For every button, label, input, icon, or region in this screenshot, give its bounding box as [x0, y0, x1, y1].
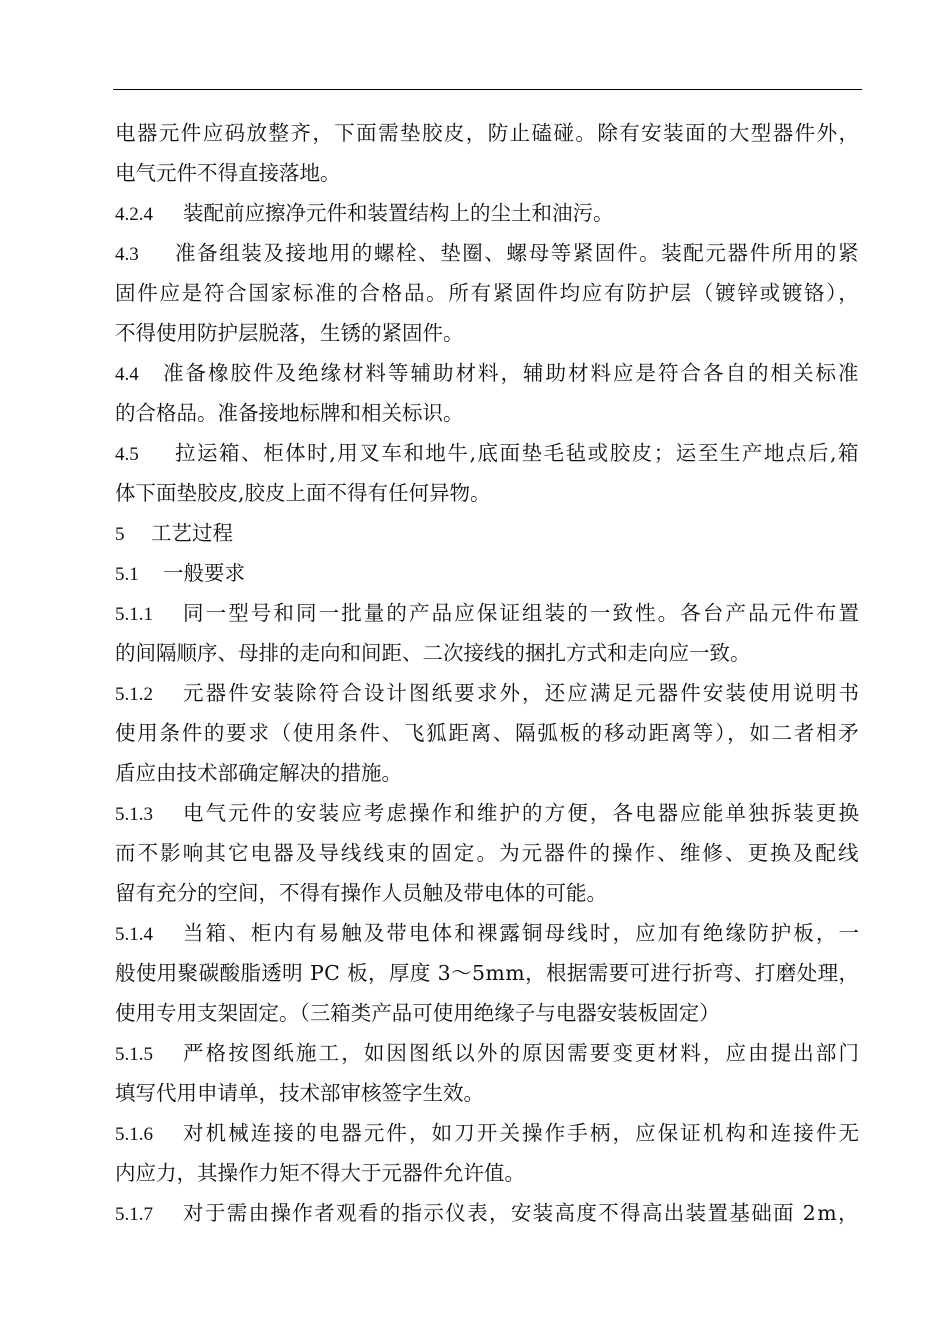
- text-line: [115, 393, 859, 433]
- line-text: 对机械连接的电器元件，如刀开关操作手柄，应保证机构和连接件无: [183, 1121, 862, 1145]
- section-number: 4.2.4: [115, 204, 153, 225]
- line-text: 填写代用申请单，技术部审核签字生效。: [115, 1081, 484, 1105]
- text-line: [115, 873, 859, 913]
- text-line: [115, 593, 862, 633]
- section-number: 5.1.2: [115, 684, 153, 705]
- text-line: [115, 793, 862, 833]
- line-text: 元器件安装除符合设计图纸要求外，还应满足元器件安装使用说明书: [183, 681, 862, 705]
- section-number: 5.1.1: [115, 604, 153, 625]
- line-text: 盾应由技术部确定解决的措施。: [115, 761, 402, 785]
- section-number: 5.1.6: [115, 1124, 153, 1145]
- text-line: [115, 513, 859, 553]
- line-text: 电器元件应码放整齐，下面需垫胶皮，防止磕碰。除有安装面的大型器件外，: [115, 121, 861, 145]
- document-body: [115, 113, 862, 1233]
- text-line: [115, 753, 859, 793]
- section-number: 5.1.5: [115, 1044, 153, 1065]
- line-text: 固件应是符合国家标准的合格品。所有紧固件均应有防护层（镀锌或镀铬），: [115, 281, 861, 305]
- text-line: [115, 273, 859, 313]
- line-text: 一般要求: [163, 561, 245, 585]
- line-text: 留有充分的空间，不得有操作人员触及带电体的可能。: [115, 881, 607, 905]
- section-number: 4.4: [115, 364, 139, 385]
- line-text: 严格按图纸施工，如因图纸以外的原因需要变更材料，应由提出部门: [183, 1041, 862, 1065]
- line-text: 般使用聚碳酸脂透明 PC 板，厚度 3～5mm，根据需要可进行折弯、打磨处理，: [115, 961, 860, 985]
- text-line: [115, 113, 859, 153]
- line-text: 而不影响其它电器及导线线束的固定。为元器件的操作、维修、更换及配线: [115, 841, 861, 865]
- text-line: [115, 1033, 862, 1073]
- text-line: [115, 193, 859, 233]
- text-line: [115, 353, 859, 393]
- text-line: [115, 713, 859, 753]
- text-line: [115, 1153, 859, 1193]
- line-text: 内应力，其操作力矩不得大于元器件允许值。: [115, 1161, 525, 1185]
- section-number: 5.1.4: [115, 924, 153, 945]
- line-text: 不得使用防护层脱落，生锈的紧固件。: [115, 321, 464, 345]
- line-text: 使用条件的要求（使用条件、飞狐距离、隔弧板的移动距离等），如二者相矛: [115, 721, 861, 745]
- text-line: [115, 953, 859, 993]
- line-text: 装配前应擦净元件和装置结构上的尘土和油污。: [183, 201, 614, 225]
- text-line: [115, 993, 859, 1033]
- section-number: 5.1: [115, 564, 139, 585]
- text-line: [115, 233, 859, 273]
- line-text: 准备组装及接地用的螺栓、垫圈、螺母等紧固件。装配元器件所用的紧: [175, 241, 861, 265]
- header-rule: [113, 89, 862, 90]
- text-line: [115, 1073, 859, 1113]
- text-line: [115, 313, 859, 353]
- section-number: 5: [115, 524, 125, 545]
- section-number: 5.1.3: [115, 804, 153, 825]
- line-text: 同一型号和同一批量的产品应保证组装的一致性。各台产品元件布置: [183, 601, 862, 625]
- line-text: 体下面垫胶皮,胶皮上面不得有任何异物。: [115, 481, 491, 505]
- line-text: 拉运箱、柜体时,用叉车和地牛,底面垫毛毡或胶皮；运至生产地点后,箱: [175, 441, 861, 465]
- text-line: [115, 473, 859, 513]
- line-text: 工艺过程: [151, 521, 233, 545]
- line-text: 的合格品。准备接地标牌和相关标识。: [115, 401, 464, 425]
- line-text: 的间隔顺序、母排的走向和间距、二次接线的捆扎方式和走向应一致。: [115, 641, 751, 665]
- line-text: 准备橡胶件及绝缘材料等辅助材料，辅助材料应是符合各自的相关标准: [163, 361, 861, 385]
- section-number: 4.3: [115, 244, 139, 265]
- line-text: 对于需由操作者观看的指示仪表，安装高度不得高出装置基础面 2m，: [183, 1201, 860, 1225]
- text-line: [115, 1113, 862, 1153]
- text-line: [115, 833, 859, 873]
- text-line: [115, 553, 859, 593]
- text-line: [115, 913, 862, 953]
- text-line: [115, 153, 859, 193]
- text-line: [115, 633, 859, 673]
- line-text: 使用专用支架固定。（三箱类产品可使用绝缘子与电器安装板固定）: [115, 1001, 720, 1025]
- line-text: 当箱、柜内有易触及带电体和裸露铜母线时，应加有绝缘防护板，一: [183, 921, 862, 945]
- text-line: [115, 433, 859, 473]
- section-number: 5.1.7: [115, 1204, 153, 1225]
- line-text: 电气元件不得直接落地。: [115, 161, 341, 185]
- text-line: [115, 673, 862, 713]
- line-text: 电气元件的安装应考虑操作和维护的方便，各电器应能单独拆装更换: [183, 801, 862, 825]
- text-line: [115, 1193, 859, 1233]
- section-number: 4.5: [115, 444, 139, 465]
